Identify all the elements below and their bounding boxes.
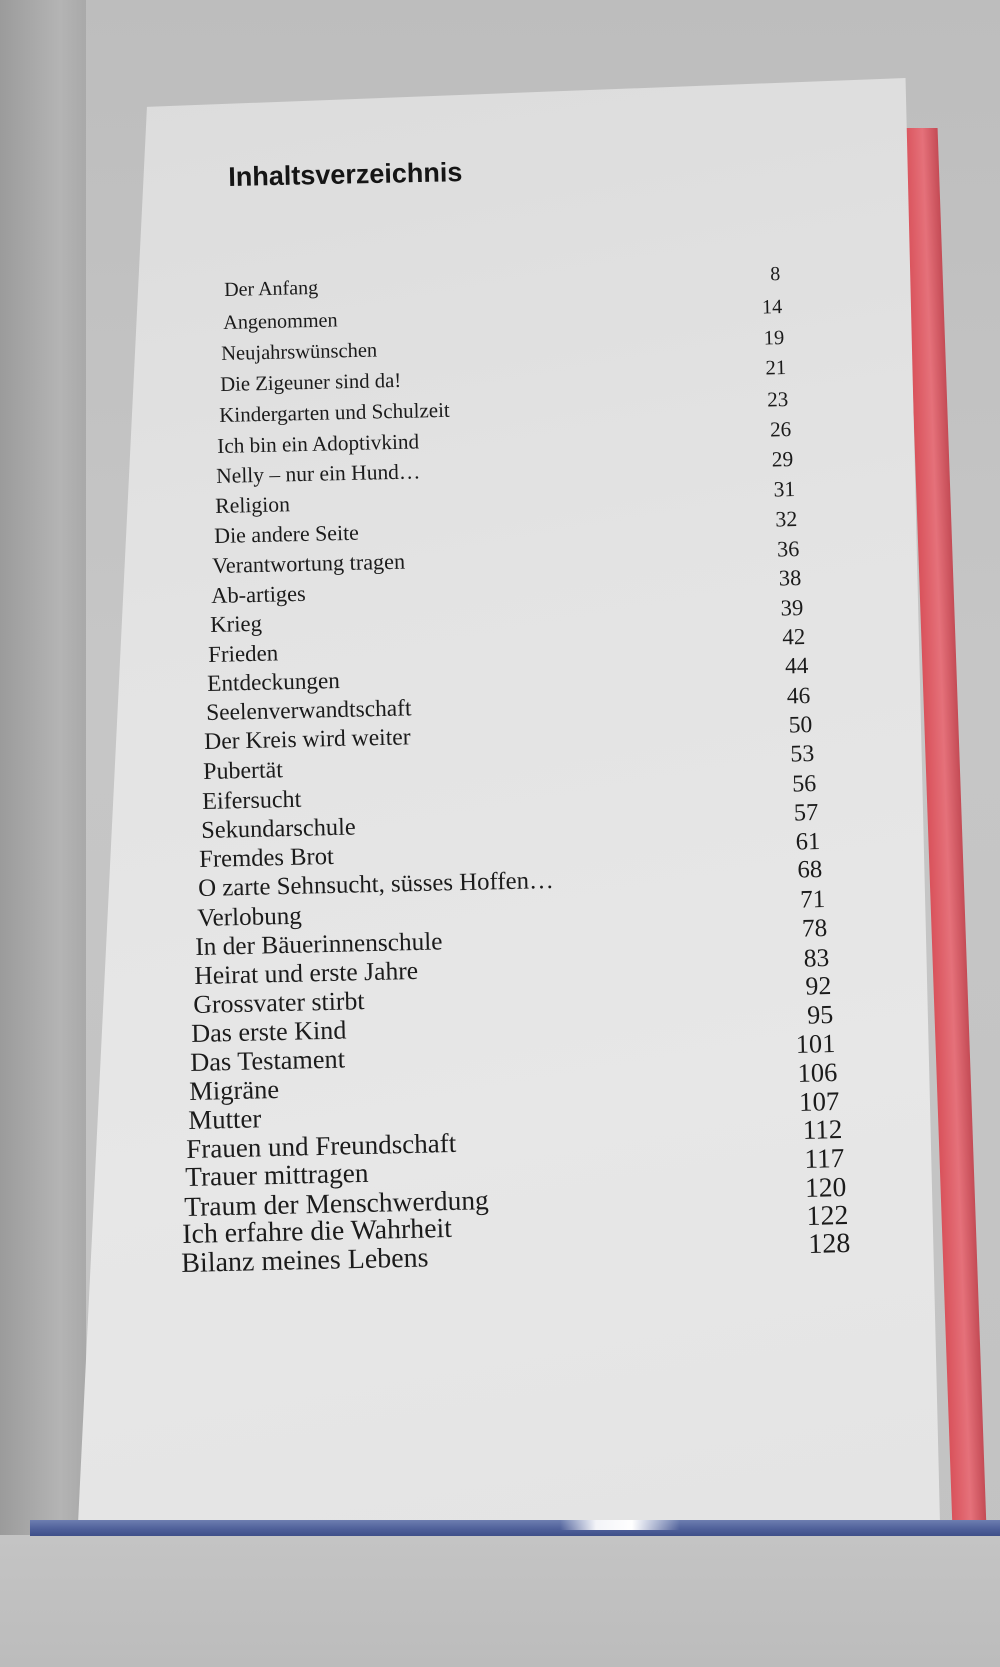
toc-entry-page: 95: [806, 999, 834, 1030]
toc-entry-page: 44: [784, 653, 809, 680]
toc-entry-title: Bilanz meines Lebens: [180, 1242, 429, 1279]
toc-entry-page: 29: [771, 446, 794, 472]
toc-entry-title: Die andere Seite: [213, 520, 359, 549]
toc-entry-page: 26: [769, 416, 792, 442]
toc-entry-page: 36: [776, 535, 800, 562]
toc-entry-title: Kindergarten und Schulzeit: [218, 398, 450, 428]
toc-entry-page: 122: [806, 1199, 849, 1232]
toc-entry-title: Eifersucht: [201, 786, 302, 815]
toc-entry-title: In der Bäuerinnenschule: [195, 926, 444, 961]
toc-entry-title: Krieg: [209, 610, 262, 638]
toc-entry-page: 21: [765, 357, 787, 380]
toc-entry-page: 120: [804, 1171, 847, 1204]
toc-entry-title: Verantwortung tragen: [212, 548, 406, 579]
toc-entry-page: 14: [761, 295, 783, 318]
toc-entry-title: Mutter: [187, 1103, 262, 1136]
toc-entry-title: Ab-artiges: [210, 580, 306, 608]
toc-entry-title: Neujahrswünschen: [221, 339, 378, 365]
toc-entry-page: 39: [780, 594, 804, 621]
toc-entry-page: 32: [775, 506, 798, 532]
toc-entry-page: 46: [786, 682, 811, 710]
toc-entry-page: 19: [763, 326, 785, 350]
toc-entry-title: Heirat und erste Jahre: [193, 956, 419, 991]
toc-entry-page: 83: [803, 942, 830, 973]
toc-entry-title: Der Anfang: [223, 276, 319, 301]
toc-entry-page: 106: [797, 1057, 838, 1089]
toc-entry-page: 56: [791, 770, 817, 798]
toc-entry-page: 112: [801, 1114, 843, 1146]
toc-entry-page: 61: [795, 827, 821, 856]
toc-entry-title: Angenommen: [222, 309, 338, 334]
toc-entry-title: Fremdes Brot: [199, 842, 335, 873]
toc-entry-page: 8: [769, 263, 781, 286]
toc-entry-page: 117: [803, 1142, 845, 1174]
toc-entry-title: Verlobung: [196, 902, 302, 932]
toc-entry-title: Trauer mittragen: [184, 1158, 369, 1193]
toc-entry-page: 107: [799, 1085, 841, 1117]
toc-entry-title: Die Zigeuner sind da!: [220, 369, 402, 396]
page-title: Inhaltsverzeichnis: [228, 157, 463, 192]
toc-entry-page: 57: [793, 798, 819, 827]
toc-entry-title: Traum der Menschwerdung: [183, 1184, 489, 1222]
toc-entry-page: 50: [788, 711, 813, 739]
toc-entry-title: Frauen und Freundschaft: [186, 1127, 457, 1164]
toc-entry-title: Nelly – nur ein Hund…: [216, 458, 421, 488]
toc-entry-page: 38: [778, 565, 802, 591]
toc-entry-title: Sekundarschule: [200, 813, 356, 844]
toc-entry-title: Seelenverwandtschaft: [205, 695, 412, 727]
toc-entry-page: 68: [797, 856, 823, 884]
toc-entry-page: 53: [790, 740, 815, 768]
toc-entry-page: 71: [799, 886, 826, 914]
toc-entry-page: 92: [805, 971, 832, 1001]
toc-entry-title: Grossvater stirbt: [192, 986, 365, 1020]
toc-entry-page: 101: [795, 1028, 836, 1059]
toc-entry-title: Der Kreis wird weiter: [204, 724, 412, 756]
toc-entry-page: 128: [807, 1228, 851, 1260]
toc-entry-title: Frieden: [208, 640, 279, 667]
toc-entry-page: 78: [801, 913, 828, 943]
toc-entry-title: Pubertät: [203, 756, 284, 785]
toc-entry-title: Ich erfahre die Wahrheit: [182, 1213, 453, 1251]
toc-entry-page: 42: [782, 624, 806, 650]
toc-entry-title: Religion: [214, 491, 291, 518]
toc-entry-page: 23: [767, 386, 789, 412]
toc-entry-title: Das Testament: [190, 1044, 346, 1077]
toc-entry-title: Ich bin ein Adoptivkind: [217, 428, 420, 458]
toc-entry-title: O zarte Sehnsucht, süsses Hoffen…: [197, 866, 555, 902]
toc-entry-title: Entdeckungen: [207, 667, 341, 697]
toc-entry-page: 31: [773, 476, 796, 502]
toc-entry-title: Migräne: [188, 1074, 280, 1107]
toc-entry-title: Das erste Kind: [191, 1015, 348, 1048]
